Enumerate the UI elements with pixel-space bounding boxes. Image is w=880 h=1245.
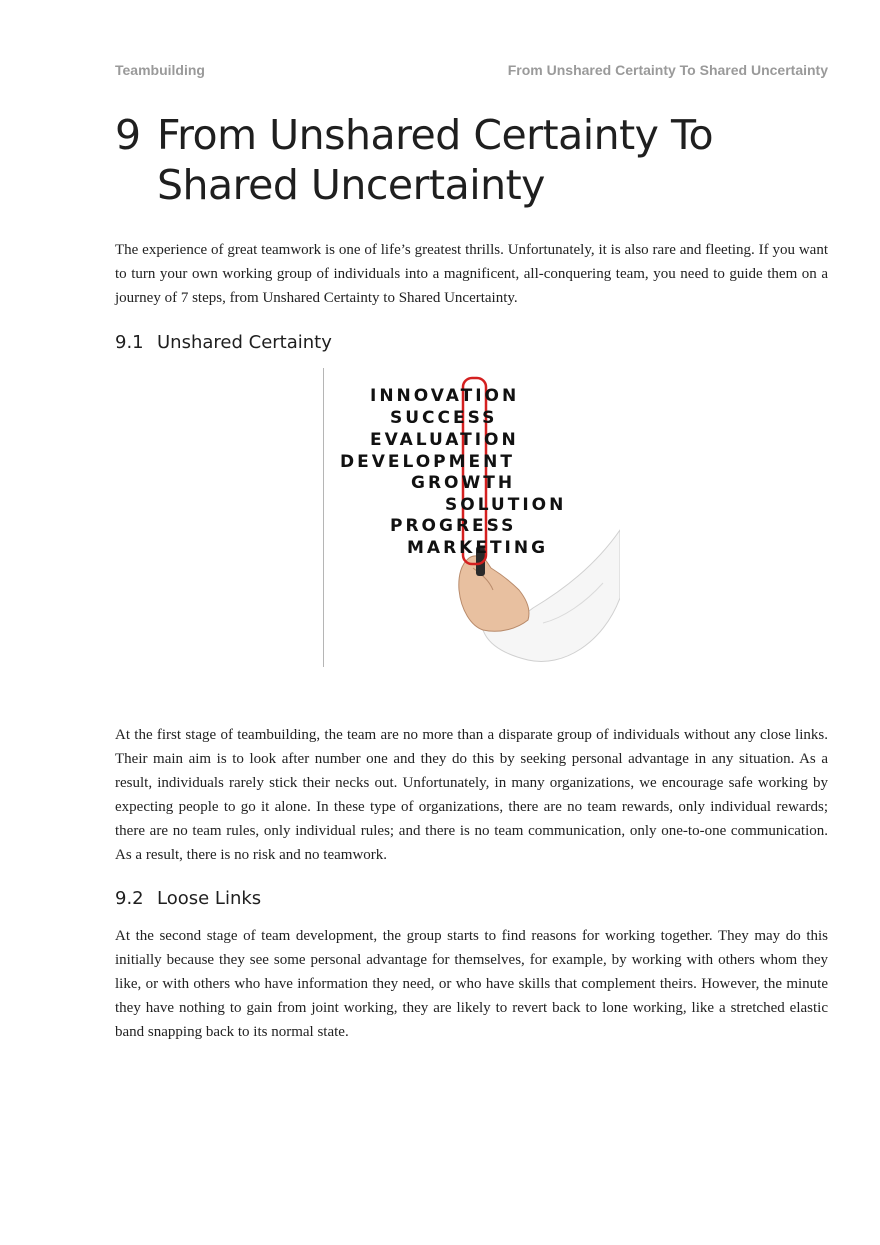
puzzle-word-development: DEVELOPMENT: [340, 452, 515, 472]
running-header: [115, 62, 828, 82]
puzzle-word-evaluation: EVALUATION: [370, 430, 519, 450]
section-title: Loose Links: [157, 888, 262, 909]
puzzle-word-success: SUCCESS: [390, 408, 498, 428]
section-heading-9-2: [115, 886, 828, 912]
section-9-1-paragraph: At the first stage of teambuilding, the team are no more than a disparate group of individuals without any close links. Their main aim is to look after number one and they do this by seeking personal advantage in any situation. As a result, individuals rarely stick their necks out. Unfortunately, in many organizations, we encourage safe working by expecting people to go it alone. In these type of organizations, there are no team rewards, only individual rewards; there are no team rules, only individual rules; and there is no team communication, only one-to-one communication. As a result, there is no risk and no teamwork.: [115, 727, 828, 863]
running-header-book-title: Teambuilding: [115, 62, 205, 78]
section-number: 9.2: [115, 888, 144, 909]
puzzle-illustration: [323, 368, 620, 668]
chapter-number: 9: [115, 111, 141, 159]
section-heading-9-1: [115, 330, 828, 356]
teamwork-word-puzzle-figure: [323, 368, 620, 668]
intro-paragraph: The experience of great teamwork is one of life’s greatest thrills. Unfortunately, it is also rare and fleeting. If you want to turn your own working group of individuals into a magnificent, all-conquering team, you need to guide them on a journey of 7 steps, from Unshared Certainty to Shared Uncertainty.: [115, 242, 828, 306]
running-header-chapter-title: From Unshared Certainty To Shared Uncertainty: [507, 62, 828, 78]
puzzle-word-growth: GROWTH: [411, 473, 516, 493]
hand: [459, 556, 529, 631]
section-title: Unshared Certainty: [157, 332, 332, 353]
section-number: 9.1: [115, 332, 144, 353]
section-9-2-paragraph: At the second stage of team development, the group starts to find reasons for working together. They may do this initially because they see some personal advantage for themselves, for example, by working with others whom they like, or with others who have information they need, or who have skills that complement theirs. However, the minute they have nothing to gain from joint working, they are likely to revert back to lone working, like a stretched elastic band snapping back to its normal state.: [115, 928, 828, 1040]
puzzle-word-innovation: INNOVATION: [370, 386, 520, 406]
puzzle-word-progress: PROGRESS: [390, 516, 517, 536]
puzzle-word-marketing: MARKETING: [407, 538, 549, 558]
puzzle-word-solution: SOLUTION: [445, 495, 567, 515]
chapter-title-text: From Unshared Certainty To Shared Uncertainty: [157, 111, 714, 209]
